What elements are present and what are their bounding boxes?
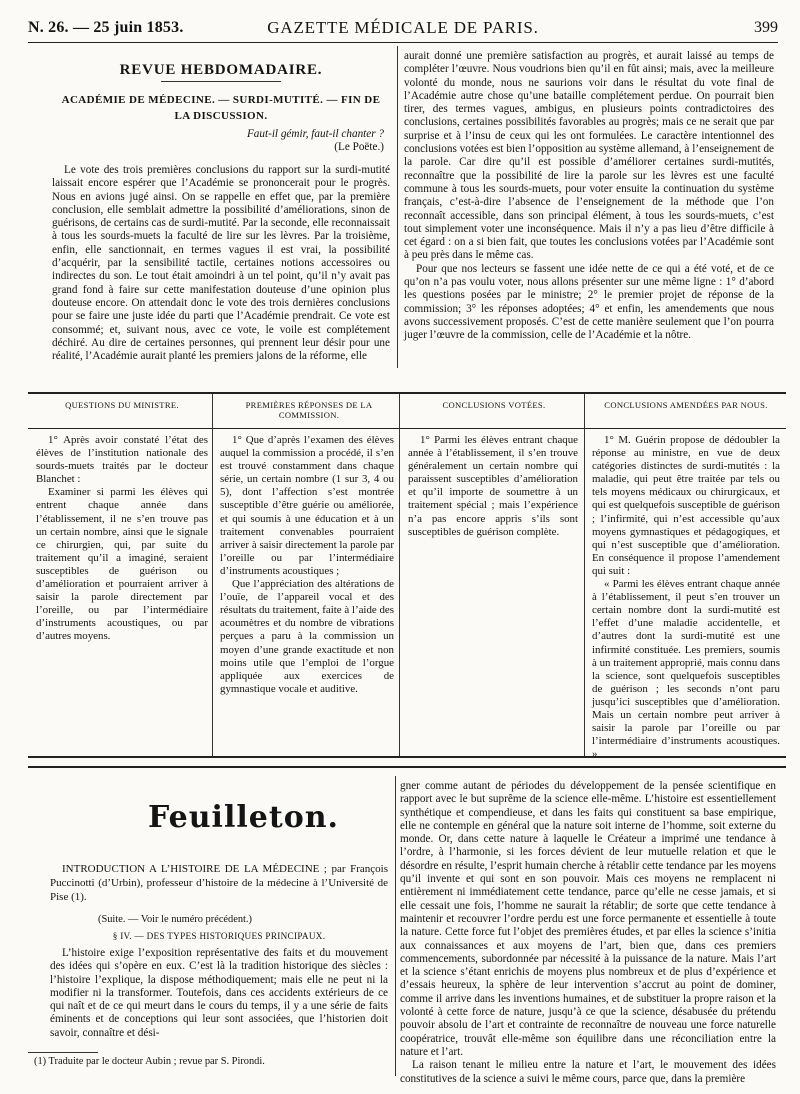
feuilleton-paragraph: La raison tenant le milieu entre la nature et l’art, le mouvement des idées constitutives de la science a suivi le même cours, parce que, dans la première	[400, 1059, 776, 1085]
column-divider	[395, 776, 396, 1076]
table-cell-commission	[220, 434, 394, 752]
feuilleton-left-column	[50, 862, 388, 1040]
table-column-divider	[399, 394, 400, 756]
table-text: Que l’appréciation des altérations de l’ouïe, de l’appareil vocal et des résultats du traitement, faite à l’aide des acoumètres et du nombre de vibrations perçues a paru à la commission un moyen d’une grande exactitude et non moins utile que l’emploi de l’orgue appliquée aux exercices de gymnastique vocale et auditive.	[220, 578, 394, 695]
table-text: « Parmi les élèves entrant chaque année à l’établissement, il peut s’en trouver un certain nombre dont la surdi-mutité est l’effet d’une maladie accidentelle, et d’autres dont la surdi-mutité est une infirmité constituée. Les premiers, soumis à un traitement approprié, mais connu dans la science, sont quelquefois susceptibles de guérison ; les seconds n’ont paru jusqu’ici susceptibles que d’amélioration. Mais un certain nombre peut arriver à saisir la parole par l’oreille ou par l’intermédiaire d’instruments acoustiques. »	[592, 578, 780, 761]
page-number: 399	[754, 19, 778, 36]
epigraph-author: (Le Poëte.)	[334, 141, 384, 153]
feuilleton-intro: INTRODUCTION A L’HISTOIRE DE LA MÉDECINE ; par François Puccinotti (d’Urbin), professeur d’histoire de la médecine à l’Université de Pise (1).	[50, 863, 388, 903]
revue-title: REVUE HEBDOMADAIRE.	[52, 62, 390, 82]
table-column-divider	[212, 394, 213, 756]
table-text: 1° Que d’après l’examen des élèves auquel la commission a procédé, il s’en est trouvé constamment dans chaque série, un certain nombre (1 sur 3, 4 ou 5), dont l’affection s’est montrée susceptible d’être guérie ou améliorée, et qui soumis à une éducation et à un traitement convenables pourraient arriver à saisir directement la parole par l’oreille ou par l’intermédiaire d’instruments acoustiques ;	[220, 434, 394, 577]
footnote: (1) Traduite par le docteur Aubin ; revue par S. Pirondi.	[34, 1056, 265, 1067]
column-header: CONCLUSIONS VOTÉES.	[442, 400, 546, 410]
table-cell-voted	[408, 434, 578, 752]
column-divider	[397, 46, 398, 368]
feuilleton-section-heading: § IV. — DES TYPES HISTORIQUES PRINCIPAUX.	[112, 931, 326, 941]
conclusions-table	[28, 392, 786, 761]
footnote-rule	[28, 1052, 98, 1053]
column-header: QUESTIONS DU MINISTRE.	[65, 400, 179, 410]
revue-left-column	[52, 50, 390, 378]
table-header-row	[28, 394, 786, 429]
table-text: 1° Après avoir constaté l’état des élèves de l’institution nationale des sourds-muets traités par le docteur Blanchet :	[36, 434, 208, 486]
table-cell-questions	[36, 434, 208, 752]
feuilleton-rule	[28, 766, 786, 768]
revue-paragraph: aurait donné une première satisfaction au progrès, et aurait laissé au temps de compléter l’œuvre. Nous voudrions bien qu’il en fût ainsi; mais, avec la meilleure volonté du monde, nous ne saurions voir dans le résultat du vote final de l’Académie autre chose qu’une bataille complétement perdue. On pourrait bien tirer, des termes vagues, ambigus, en plusieurs points contradictoires des conclusions, certaines possibilités favorables au progrès; mais ce ne serait que par surprise et à l’insu de ceux qui les ont formulées. Le caractère intentionnel des conclusions votées est bien l’opposition au système allemand, à l’enseignement de la parole. Car dire qu’il est possible d’améliorer certaines surdi-mutités, reconnaître que la possibilité de lire la parole sur les lèvres est une faculté commune à tous les sourds-muets, pour voter ensuite la continuation du système français, c’est-à-dire l’absence de l’enseignement de la méthode que l’on reconnaît accessible, dans son principal élément, à tous les sourds-muets, c’est tout simplement voter une inconséquence. Mais il n’y a pas lieu d’être difficile à cet égard : on a si bien fait, que toutes les conclusions votées par l’Académie sont à peu près dans le même cas.	[404, 50, 774, 262]
column-header: CONCLUSIONS AMENDÉES PAR NOUS.	[604, 400, 768, 410]
table-text: 1° M. Guérin propose de dédoubler la réponse au ministre, en vue de deux catégories distinctes de surdi-mutités : la maladie, qui peut être traitée par tels ou tels moyens médicaux ou chirurgicaux, et qui est quelquefois susceptible de guérison ; l’infirmité, qui n’est accessible qu’aux moyens gymnastiques et pédagogiques, et qui n’est susceptible que d’amélioration. En conséquence il propose l’amendement qui suit :	[592, 434, 780, 577]
table-column-divider	[584, 394, 585, 756]
revue-paragraph: Le vote des trois premières conclusions du rapport sur la surdi-mutité laissait encore espérer que l’Académie se prononcerait pour le progrès. Nous en avions jugé ainsi. On se rappelle en effet que, par la première conclusion, elle semblait admettre la possibilité d’améliorations, sinon de guérisons, de certains cas de surdi-mutité. Par la seconde, elle reconnaissait à tous les sourds-muets la faculté de lire sur les lèvres. Par la troisième, enfin, elle sanctionnait, en termes vagues il est vrai, la possibilité d’acquérir, par la sensibilité tactile, certaines notions accessoires ou indirectes du son. Le tout était amoindri à un tel point, qu’il n’y avait pas grand fond à faire sur cette manifestation douteuse d’une opinion plus douteuse encore. On attendait donc le vote des trois dernières conclusions pour se faire une juste idée du parti que l’Académie prendrait. Ce vote est consommé; et, suivant nous, avec ce vote, le voile est complétement déchiré. Au dire de certaines personnes, qui prennent leur désir pour une réalité, l’Académie aurait planté les premiers jalons de la réforme, elle	[52, 164, 390, 363]
section-title: ACADÉMIE DE MÉDECINE. — SURDI-MUTITÉ. — FIN DE LA DISCUSSION.	[61, 94, 381, 122]
epigraph-quote: Faut-il gémir, faut-il chanter ?	[246, 128, 384, 140]
feuilleton-right-column	[400, 780, 776, 1085]
feuilleton-paragraph: L’histoire exige l’exposition représentative des faits et du mouvement des idées qui s’opère en eux. C’est là la tradition historique des siècles : l’histoire l’explique, la dispose méthodiquement; mais elle ne peut ni la modifier ni la transformer. Toutefois, dans ces accidents extérieurs de ce qui naît et de ce qui meurt dans le cours du temps, il y a une série de faits éminents et de conceptions qui leur sont associées, que l’historien doit savoir, connaître et dési-	[50, 947, 388, 1039]
table-text: Examiner si parmi les élèves qui entrent chaque année dans l’établissement, il ne s’en trouve pas un certain nombre, ainsi que le signale ce chirurgien, qui, par suite du traitement qu’il a imaginé, seraient susceptibles de guérison ou d’amélioration et pourraient arriver à saisir la parole directement par l’oreille, ou par l’intermédiaire d’instruments acoustiques, ou par d’autres moyens.	[36, 486, 208, 643]
issue-date: N. 26. — 25 juin 1853.	[28, 19, 184, 36]
table-cell-amended	[592, 434, 780, 761]
feuilleton-paragraph: gner comme autant de périodes du développement de la pensée scientifique en rapport avec le but suprême de la science elle-même. L’histoire est essentiellement synthétique et compendieuse, et dans les faits qui constituent sa base empirique, elle ne contemple en général que la nature soit interne de l’homme, soit externe du monde. Or, dans cette nature à laquelle le Créateur a imprimé une tendance à l’ordre, à l’harmonie, si les forces dévient de leur mutuelle relation et que le désordre en résulte, l’esprit humain cherche à rétablir cette tendance par les moyens qu’il invente et qui sont en son pouvoir. Mais ces moyens ne remplacent ni entièrement ni immédiatement cette tendance, parce qu’elle ne cesse jamais, et si elle cessait une fois, l’homme ne saurait la rétablir; de sorte que cette tendance à maintenir et recouvrer l’ordre perdu est une force permanente et essentielle à toute la nature. Cette force fut l’objet des premières études, et par elles la science s’initia aux connaissances et aux moyens de l’art, bien que, dans ces premiers commencements, subordonnée par nécessité à la puissance de la nature. Mais l’art et la science s’étant enrichis de moyens plus nombreux et de plus d’expérience et d’essais heureux, la sphère de leur intervention s’accrut au point de dominer, comme il arrive dans les inventions humaines, et de substituer la propre raison et la volonté à cette force de nature, jusqu’à ce que la science, désabusée du prétendu pouvoir absolu de l’art et contrainte de reconnaître de nouveau une force naturelle coopératrice, trouvât elle-même son équilibre dans une réconciliation entre la nature et l’art.	[400, 780, 776, 1058]
column-header: PREMIÈRES RÉPONSES DE LA COMMISSION.	[245, 400, 373, 420]
revue-paragraph: Pour que nos lecteurs se fassent une idée nette de ce qui a été voté, et de ce qu’on n’a pas voulu voter, nous allons présenter sur une même ligne : 1° d’abord les questions posées par le ministre; 2° le premier projet de réponse de la commission; 3° les réponses adoptées; 4° et enfin, les amendements que nous avons successivement proposés. C’est de cette manière seulement que l’on pourra juger l’œuvre de la commission, celle de l’Académie et la nôtre.	[404, 262, 774, 342]
journal-title: GAZETTE MÉDICALE DE PARIS.	[267, 18, 539, 37]
table-text: 1° Parmi les élèves entrant chaque année à l’établissement, il s’en trouve généralement un certain nombre qui paraissent susceptibles d’amélioration et qu’il importe de soumettre à un traitement spécial ; mais l’expérience n’a pas encore appris s’ils sont susceptibles de guérison complète.	[408, 434, 578, 538]
revue-right-column	[404, 50, 774, 380]
feuilleton-suite: (Suite. — Voir le numéro précédent.)	[98, 914, 252, 925]
feuilleton-title: Feuilleton.	[148, 800, 339, 835]
running-header	[28, 16, 778, 43]
epigraph	[52, 128, 384, 154]
